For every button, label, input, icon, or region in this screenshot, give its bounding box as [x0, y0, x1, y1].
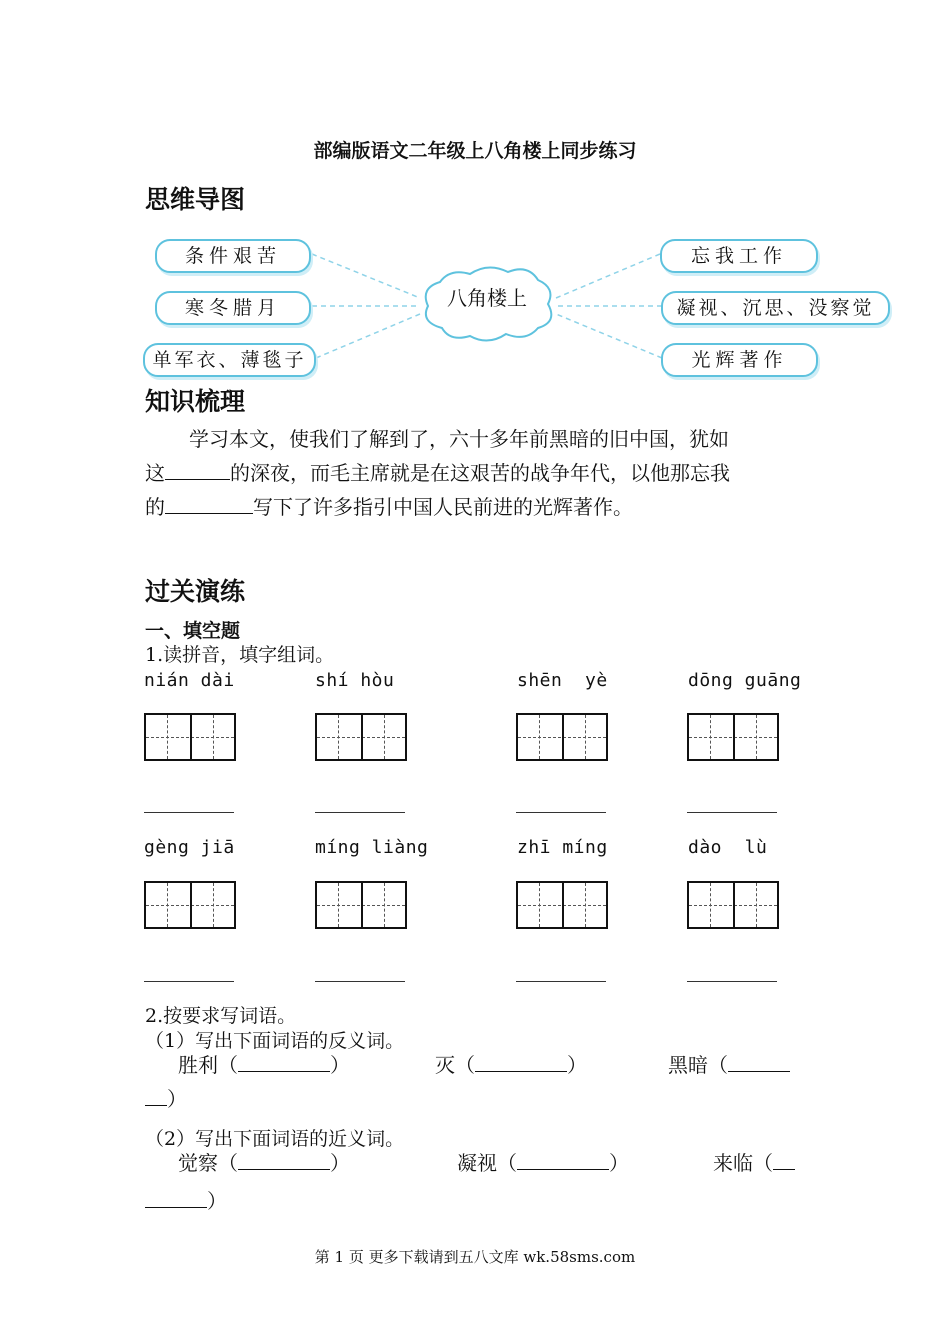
- knowledge-text: 这: [145, 461, 165, 485]
- knowledge-line-1: 学习本文，使我们了解到了，六十多年前黑暗的旧中国，犹如: [189, 427, 729, 451]
- writing-grid[interactable]: [144, 881, 236, 929]
- section-heading-fill: 一、填空题: [145, 620, 241, 642]
- synonym-blank-continued[interactable]: [145, 1187, 207, 1208]
- mind-map-node-left-1: 条件艰苦: [155, 239, 311, 273]
- synonym-word: 凝视（: [457, 1151, 517, 1175]
- synonym-word: 来临（: [713, 1151, 773, 1175]
- answer-line[interactable]: [687, 812, 777, 813]
- antonym-item-2: [435, 1048, 587, 1082]
- pinyin-label: nián dài: [144, 670, 235, 691]
- synonym-item-1: [178, 1146, 350, 1180]
- antonym-word: 黑暗（: [668, 1053, 728, 1077]
- answer-line[interactable]: [516, 812, 606, 813]
- synonym-item-3-wrap: [145, 1184, 227, 1218]
- answer-line[interactable]: [315, 812, 405, 813]
- synonym-item-3: [713, 1146, 795, 1180]
- answer-line[interactable]: [516, 981, 606, 982]
- answer-line[interactable]: [144, 812, 234, 813]
- knowledge-line-2: [145, 456, 825, 490]
- mind-map: [0, 230, 950, 380]
- pinyin-label: shí hòu: [315, 670, 395, 691]
- mind-map-node-right-2: 凝视、沉思、没察觉: [661, 291, 890, 325]
- question-1: 1.读拼音，填字组词。: [145, 644, 335, 666]
- answer-line[interactable]: [687, 981, 777, 982]
- writing-grid[interactable]: [687, 713, 779, 761]
- synonym-item-2: [457, 1146, 629, 1180]
- heading-mindmap: 思维导图: [145, 185, 246, 214]
- writing-grid[interactable]: [315, 713, 407, 761]
- antonym-word: 灭（: [435, 1053, 475, 1077]
- knowledge-text: 的深夜，而毛主席就是在这艰苦的战争年代，以他那忘我: [230, 461, 730, 485]
- answer-line[interactable]: [144, 981, 234, 982]
- antonym-item-3-wrap: [145, 1082, 187, 1116]
- synonym-blank[interactable]: [517, 1149, 609, 1170]
- mind-map-node-left-3: 单军衣、薄毯子: [143, 343, 316, 377]
- knowledge-paragraph: [145, 422, 825, 524]
- writing-grid[interactable]: [315, 881, 407, 929]
- pinyin-label: míng liàng: [315, 837, 429, 858]
- antonym-item-3: [668, 1048, 790, 1082]
- synonym-blank[interactable]: [773, 1149, 795, 1170]
- synonym-blank[interactable]: [238, 1149, 330, 1170]
- mind-map-node-right-1: 忘我工作: [660, 239, 818, 273]
- question-2: 2.按要求写词语。: [145, 1005, 297, 1027]
- writing-grid[interactable]: [516, 713, 608, 761]
- antonym-item-1: [178, 1048, 350, 1082]
- antonym-blank[interactable]: [728, 1051, 790, 1072]
- pinyin-label: zhī míng: [517, 837, 608, 858]
- pinyin-label: dōng guāng: [688, 670, 802, 691]
- writing-grid[interactable]: [144, 713, 236, 761]
- mind-map-node-left-2: 寒冬腊月: [155, 291, 311, 325]
- antonym-word: 胜利（: [178, 1053, 238, 1077]
- bracket: ）: [330, 1151, 350, 1175]
- answer-line[interactable]: [315, 981, 405, 982]
- question-2-1: （1）写出下面词语的反义词。: [145, 1030, 405, 1052]
- pinyin-label: dào lù: [688, 837, 768, 858]
- fill-blank-1[interactable]: [165, 459, 230, 480]
- mind-map-node-right-3: 光辉著作: [661, 343, 818, 377]
- pinyin-label: shēn yè: [517, 670, 608, 691]
- page-title: 部编版语文二年级上八角楼上同步练习: [313, 140, 637, 162]
- page-footer: 第 1 页 更多下载请到五八文库 wk.58sms.com: [314, 1248, 636, 1266]
- knowledge-text: 写下了许多指引中国人民前进的光辉著作。: [253, 495, 633, 519]
- bracket: ）: [167, 1087, 187, 1111]
- writing-grid[interactable]: [516, 881, 608, 929]
- antonym-blank-continued[interactable]: [145, 1085, 167, 1106]
- knowledge-line-3: [145, 490, 825, 524]
- bracket: ）: [330, 1053, 350, 1077]
- pinyin-label: gèng jiā: [144, 837, 235, 858]
- question-2-2: （2）写出下面词语的近义词。: [145, 1128, 405, 1150]
- antonym-blank[interactable]: [475, 1051, 567, 1072]
- mind-map-center: 八角楼上: [447, 286, 527, 310]
- heading-practice: 过关演练: [145, 577, 246, 606]
- writing-grid[interactable]: [687, 881, 779, 929]
- antonym-blank[interactable]: [238, 1051, 330, 1072]
- bracket: ）: [567, 1053, 587, 1077]
- bracket: ）: [609, 1151, 629, 1175]
- synonym-word: 觉察（: [178, 1151, 238, 1175]
- bracket: ）: [207, 1189, 227, 1213]
- fill-blank-2[interactable]: [165, 493, 253, 514]
- heading-knowledge: 知识梳理: [145, 387, 246, 416]
- knowledge-text: 的: [145, 495, 165, 519]
